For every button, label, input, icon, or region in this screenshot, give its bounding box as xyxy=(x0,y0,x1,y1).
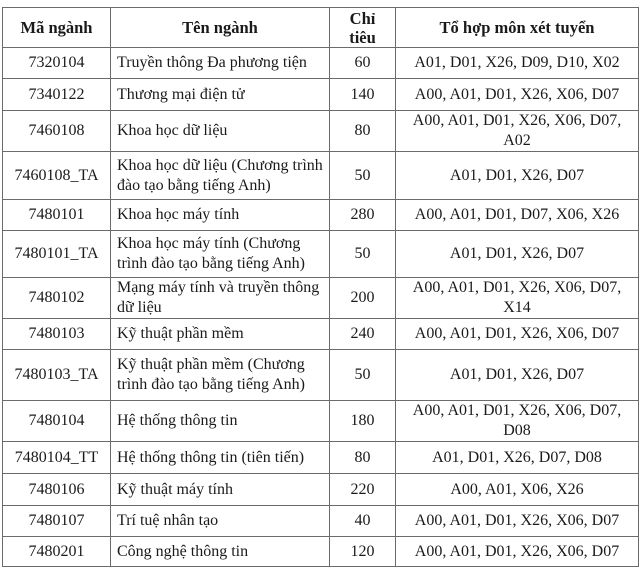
major-quota: 140 xyxy=(330,79,396,111)
major-quota: 60 xyxy=(330,48,396,79)
major-quota: 50 xyxy=(330,231,396,278)
major-code: 7320104 xyxy=(3,48,111,79)
major-code: 7480106 xyxy=(3,474,111,506)
subject-combinations: A00, A01, D01, X26, X06, D07, D08 xyxy=(396,401,639,442)
header-quota xyxy=(330,8,396,48)
table-row xyxy=(3,111,639,152)
table-row xyxy=(3,278,639,319)
table-row xyxy=(3,152,639,200)
major-name: Truyền thông Đa phương tiện xyxy=(111,48,330,79)
major-code: 7480103 xyxy=(3,319,111,350)
major-name: Hệ thống thông tin (tiên tiến) xyxy=(111,442,330,474)
major-code: 7480101 xyxy=(3,200,111,231)
major-quota: 50 xyxy=(330,152,396,200)
table-row xyxy=(3,474,639,506)
major-name: Kỹ thuật máy tính xyxy=(111,474,330,506)
major-quota: 80 xyxy=(330,111,396,152)
major-quota: 200 xyxy=(330,278,396,319)
subject-combinations: A01, D01, X26, D07, D08 xyxy=(396,442,639,474)
table-row xyxy=(3,319,639,350)
major-code: 7480201 xyxy=(3,537,111,567)
subject-combinations: A00, A01, D01, X26, X06, D07 xyxy=(396,79,639,111)
major-quota: 180 xyxy=(330,401,396,442)
major-code: 7480107 xyxy=(3,506,111,537)
table-row xyxy=(3,200,639,231)
major-name: Trí tuệ nhân tạo xyxy=(111,506,330,537)
major-code: 7480101_TA xyxy=(3,231,111,278)
header-quota-line2: tiêu xyxy=(349,27,376,47)
admissions-table xyxy=(2,7,639,567)
subject-combinations: A00, A01, D01, X26, X06, D07, X14 xyxy=(396,278,639,319)
subject-combinations: A01, D01, X26, D09, D10, X02 xyxy=(396,48,639,79)
table-row xyxy=(3,506,639,537)
major-code: 7340122 xyxy=(3,79,111,111)
subject-combinations: A01, D01, X26, D07 xyxy=(396,231,639,278)
major-quota: 80 xyxy=(330,442,396,474)
subject-combinations: A00, A01, D01, D07, X06, X26 xyxy=(396,200,639,231)
subject-combinations: A01, D01, X26, D07 xyxy=(396,152,639,200)
major-quota: 240 xyxy=(330,319,396,350)
subject-combinations: A01, D01, X26, D07 xyxy=(396,350,639,401)
header-major-code: Mã ngành xyxy=(3,8,111,48)
major-name: Hệ thống thông tin xyxy=(111,401,330,442)
table-row xyxy=(3,350,639,401)
header-quota-line1: Chỉ xyxy=(349,8,376,28)
major-name: Kỹ thuật phần mềm (Chương trình đào tạo bằng tiếng Anh) xyxy=(111,350,330,401)
subject-combinations: A00, A01, D01, X26, X06, D07 xyxy=(396,506,639,537)
table-row xyxy=(3,231,639,278)
major-name: Công nghệ thông tin xyxy=(111,537,330,567)
table-row xyxy=(3,48,639,79)
major-code: 7460108 xyxy=(3,111,111,152)
table-row xyxy=(3,537,639,567)
table-row xyxy=(3,442,639,474)
major-code: 7480102 xyxy=(3,278,111,319)
major-code: 7480104 xyxy=(3,401,111,442)
major-code: 7460108_TA xyxy=(3,152,111,200)
major-quota: 120 xyxy=(330,537,396,567)
subject-combinations: A00, A01, D01, X26, X06, D07, A02 xyxy=(396,111,639,152)
major-name: Thương mại điện tử xyxy=(111,79,330,111)
header-major-name: Tên ngành xyxy=(111,8,330,48)
major-name: Mạng máy tính và truyền thông dữ liệu xyxy=(111,278,330,319)
major-quota: 280 xyxy=(330,200,396,231)
major-quota: 50 xyxy=(330,350,396,401)
major-name: Khoa học máy tính xyxy=(111,200,330,231)
table-row xyxy=(3,79,639,111)
admissions-table-container xyxy=(2,7,638,567)
major-name: Khoa học dữ liệu (Chương trình đào tạo bằng tiếng Anh) xyxy=(111,152,330,200)
table-header-row xyxy=(3,8,639,48)
subject-combinations: A00, A01, D01, X26, X06, D07 xyxy=(396,319,639,350)
subject-combinations: A00, A01, D01, X26, X06, D07 xyxy=(396,537,639,567)
major-code: 7480104_TT xyxy=(3,442,111,474)
table-row xyxy=(3,401,639,442)
major-name: Khoa học máy tính (Chương trình đào tạo bằng tiếng Anh) xyxy=(111,231,330,278)
major-name: Khoa học dữ liệu xyxy=(111,111,330,152)
major-quota: 220 xyxy=(330,474,396,506)
major-name: Kỹ thuật phần mềm xyxy=(111,319,330,350)
major-code: 7480103_TA xyxy=(3,350,111,401)
major-quota: 40 xyxy=(330,506,396,537)
header-subject-combinations: Tổ hợp môn xét tuyển xyxy=(396,8,639,48)
subject-combinations: A00, A01, X06, X26 xyxy=(396,474,639,506)
